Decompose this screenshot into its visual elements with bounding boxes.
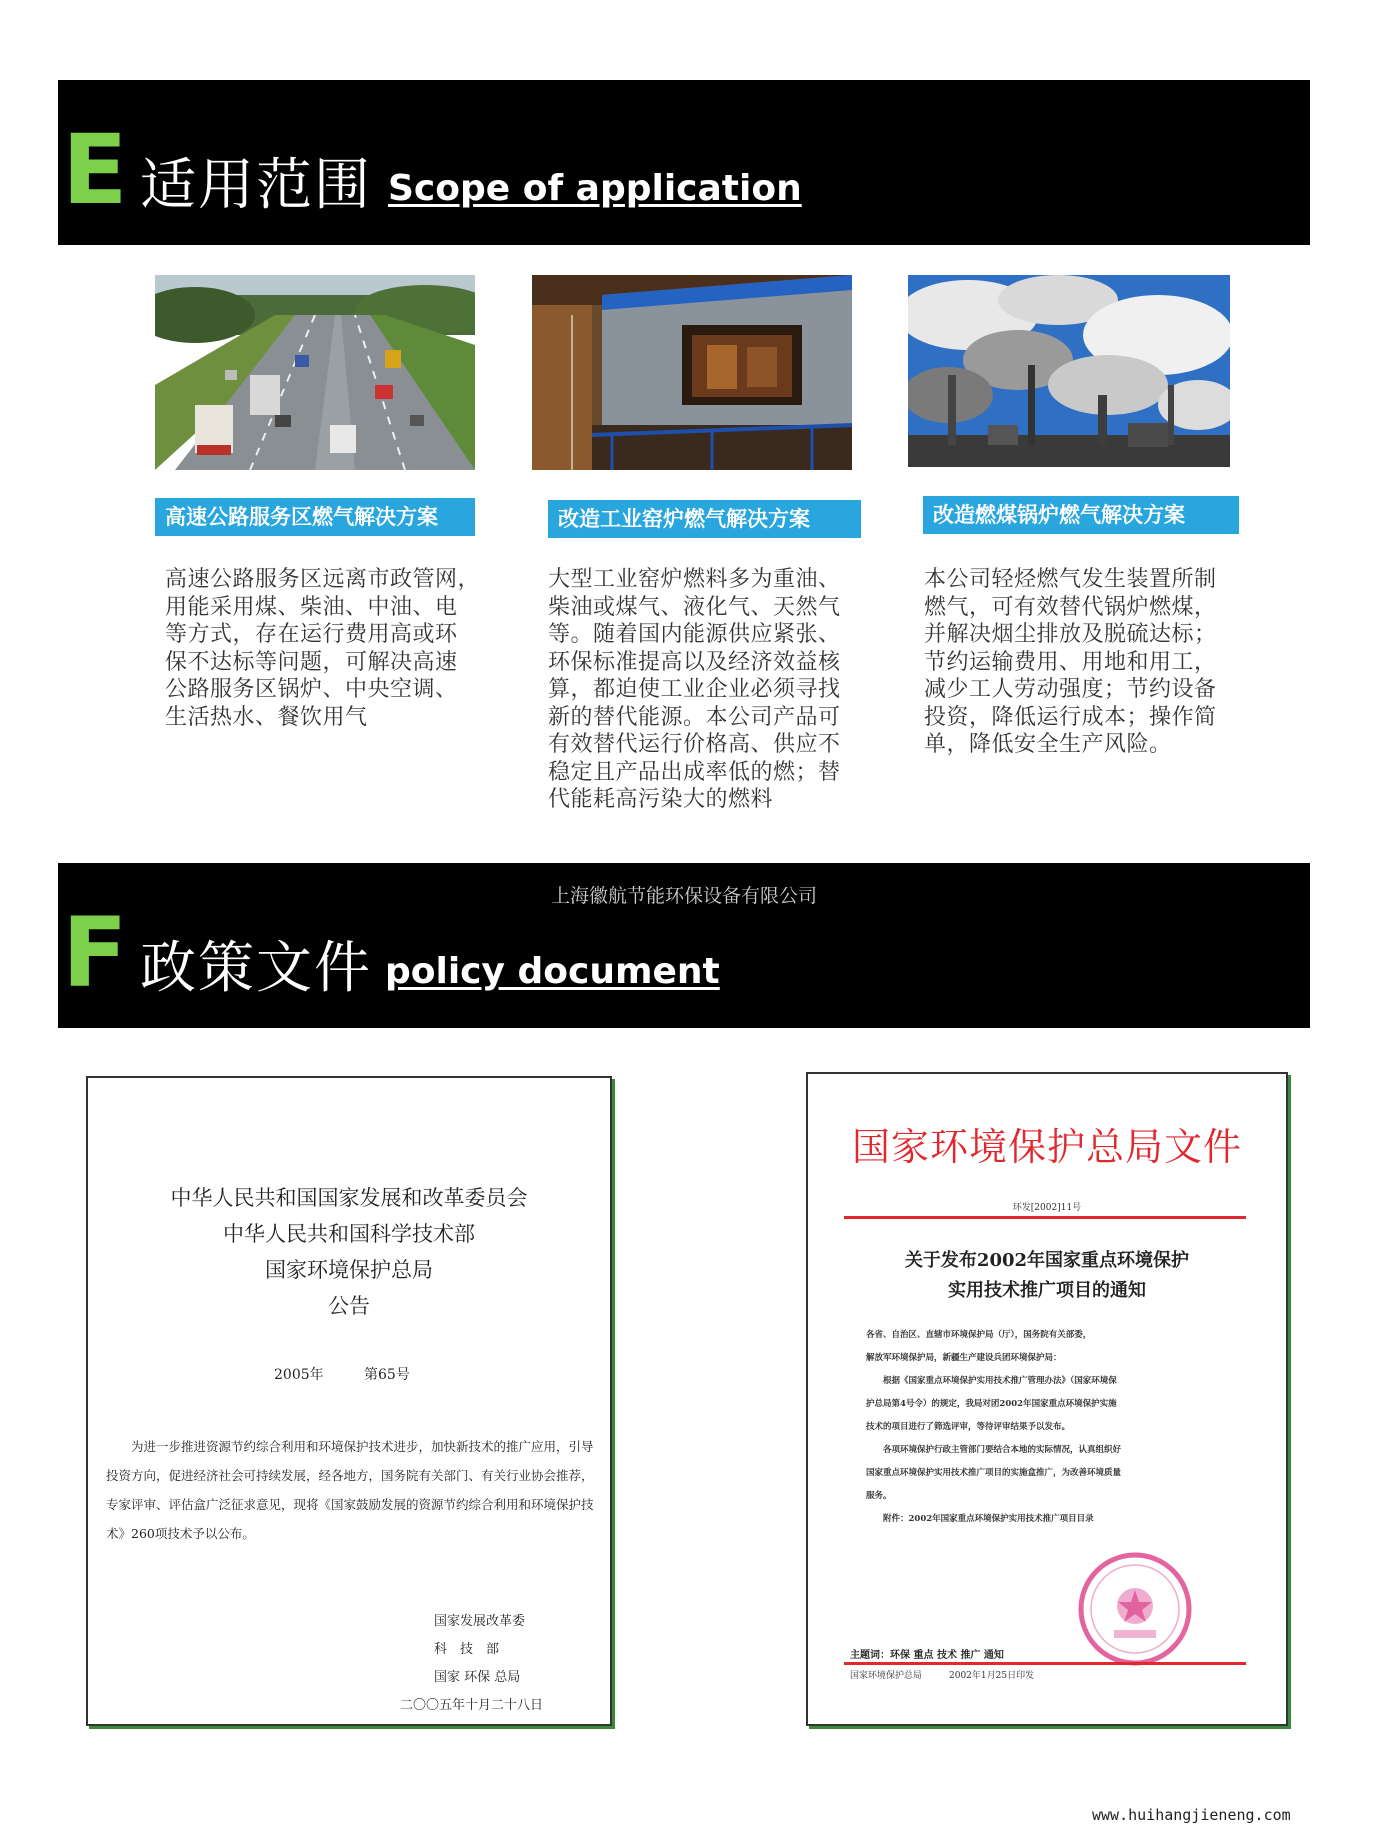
description-line: 等。随着国内能源供应紧张、 [548, 622, 841, 647]
notice-line: 技术的项目进行了筛选评审，等待评审结果予以发布。 [866, 1422, 1071, 1432]
section-e-header [58, 80, 1310, 245]
description-line: 燃气，可有效替代锅炉燃煤， [924, 594, 1217, 620]
notice-body [866, 1324, 1236, 1531]
red-divider [844, 1662, 1246, 1665]
announcement-year: 2005年 [274, 1367, 324, 1383]
description-line: 柴油或煤气、液化气、天然气 [548, 594, 841, 620]
ndrc-announcement-document [86, 1076, 612, 1726]
notice-line: 附件：2002年国家重点环境保护实用技术推广项目目录 [866, 1514, 1094, 1524]
highway-description [165, 566, 485, 731]
official-seal-icon [1076, 1550, 1194, 1668]
signer-line: 国家 环保 总局 [434, 1670, 521, 1685]
description-line: 高速公路服务区远离市政管网， [165, 567, 481, 592]
issuer-line: 国家环境保护总局 [265, 1258, 433, 1282]
section-e-title-en: Scope of application [388, 168, 802, 209]
notice-line: 解放军环境保护局，新疆生产建设兵团环境保护局： [866, 1353, 1062, 1363]
industrial-kiln-photo [532, 275, 852, 470]
highway-traffic-photo [155, 275, 475, 470]
highway-solution-tag: 高速公路服务区燃气解决方案 [155, 498, 475, 536]
notice-title-line: 关于发布2002年国家重点环境保护 [904, 1250, 1190, 1271]
signing-date: 二〇〇五年十月二十八日 [400, 1698, 544, 1713]
sepa-notice-document [806, 1072, 1288, 1726]
red-divider [844, 1216, 1246, 1219]
section-e-letter: E [62, 114, 128, 226]
document-red-header: 国家环境保护总局文件 [851, 1125, 1242, 1169]
notice-line: 护总局第4号令）的规定，我局对团2002年国家重点环境保护实施 [866, 1399, 1117, 1409]
description-line: 减少工人劳动强度；节约设备 [924, 677, 1217, 702]
smokestack-pollution-photo [908, 275, 1230, 467]
description-line: 节约运输费用、用地和用工， [924, 649, 1217, 675]
section-f-letter: F [62, 897, 128, 1009]
description-line: 生活热水、餐饮用气 [165, 704, 368, 730]
subject-keywords: 主题词：环保 重点 技术 推广 通知 [850, 1650, 1004, 1661]
notice-line: 国家重点环境保护实用技术推广项目的实施盒推广，为改善环境质量 [866, 1468, 1122, 1478]
description-line: 保不达标等问题，可解决高速 [165, 649, 458, 675]
description-line: 用能采用煤、柴油、中油、电 [165, 594, 458, 620]
issue-footer: 国家环境保护总局 2002年1月25日印发 [850, 1671, 1035, 1681]
description-line: 等方式，存在运行费用高或环 [165, 622, 458, 647]
description-line: 代能耗高污染大的燃料 [548, 787, 774, 812]
section-e-title-cn: 适用范围 [140, 153, 372, 218]
signer-line: 科 技 部 [434, 1642, 500, 1657]
notice-title-line: 实用技术推广项目的通知 [948, 1280, 1146, 1301]
document-type: 公告 [328, 1294, 370, 1318]
description-line: 公路服务区锅炉、中央空调、 [165, 677, 458, 702]
issuer-line: 中华人民共和国国家发展和改革委员会 [170, 1186, 528, 1210]
description-line: 环保标准提高以及经济效益核 [548, 649, 841, 675]
description-line: 并解决烟尘排放及脱硫达标； [924, 622, 1217, 647]
description-line: 投资，降低运行成本；操作简 [924, 704, 1217, 730]
coal-boiler-solution-tag: 改造燃煤锅炉燃气解决方案 [923, 496, 1239, 534]
company-name: 上海徽航节能环保设备有限公司 [550, 885, 817, 907]
description-line: 大型工业窑炉燃料多为重油、 [548, 567, 841, 592]
kiln-description [548, 566, 848, 814]
issuer-line: 中华人民共和国科学技术部 [223, 1222, 475, 1246]
document-reference: 环发[2002]11号 [1012, 1203, 1082, 1213]
announcement-number: 第65号 [364, 1367, 410, 1383]
notice-line: 根据《国家重点环境保护实用技术推广管理办法》（国家环境保 [866, 1376, 1117, 1386]
description-line: 稳定且产品出成率低的燃；替 [548, 759, 841, 785]
notice-line: 服务。 [866, 1491, 892, 1501]
section-f-header [58, 863, 1310, 1028]
description-line: 本公司轻烃燃气发生装置所制 [924, 567, 1217, 592]
notice-line: 各项环境保护行政主管部门要结合本地的实际情况，认真组织好 [866, 1445, 1122, 1455]
section-f-title-en: policy document [385, 951, 720, 992]
signer-line: 国家发展改革委 [434, 1614, 526, 1629]
website-url: www.huihangjieneng.com [1092, 1806, 1291, 1824]
kiln-solution-tag: 改造工业窑炉燃气解决方案 [548, 500, 861, 538]
notice-line: 各省、自治区、直辖市环境保护局（厅），国务院有关部委， [866, 1330, 1092, 1340]
announcement-body: 为进一步推进资源节约综合利用和环境保护技术进步，加快新技术的推广应用，引导投资方向，促进经济社会可持续发展，经各地方，国务院有关部门、有关行业协会推荐，专家评审、评估盒广泛征求意见，现将《国家鼓励发展的资源节约综合利用和环境保护技术》260项技术予以公布。 [106, 1439, 594, 1541]
description-line: 新的替代能源。本公司产品可 [548, 704, 841, 730]
section-f-title-cn: 政策文件 [140, 936, 372, 1001]
description-line: 算，都迫使工业企业必须寻找 [548, 677, 841, 702]
coal-boiler-description [924, 566, 1224, 759]
description-line: 有效替代运行价格高、供应不 [548, 732, 841, 757]
description-line: 单，降低安全生产风险。 [924, 732, 1172, 757]
